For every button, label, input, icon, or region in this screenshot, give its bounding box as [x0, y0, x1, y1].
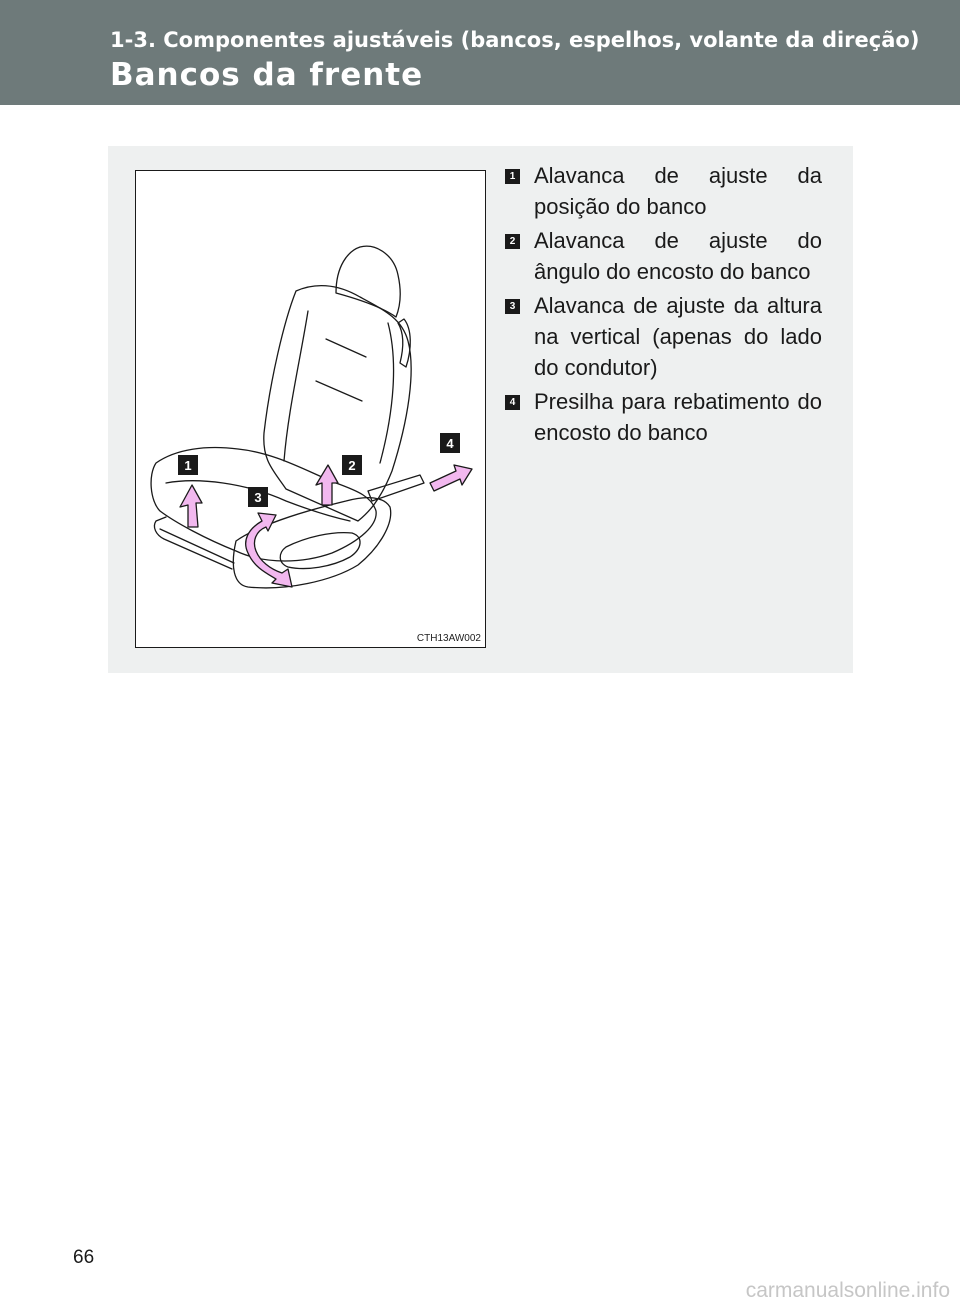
page-number: 66	[73, 1247, 95, 1268]
number-badge: 1	[505, 169, 520, 184]
arrow-2	[316, 465, 338, 505]
callout-badges	[178, 433, 460, 507]
headrest-outline	[336, 246, 400, 317]
seat-drawing	[136, 171, 486, 648]
callout-legend	[505, 160, 822, 451]
number-badge: 4	[505, 395, 520, 410]
arrow-3	[246, 513, 292, 587]
arrow-4	[430, 465, 472, 491]
legend-item	[505, 290, 822, 383]
section-title: 1-3. Componentes ajustáveis (bancos, espelhos, volante da direção)	[110, 28, 920, 52]
seatback-side-bolster	[380, 323, 394, 463]
page-title: Bancos da frente	[110, 57, 424, 93]
callout-label-2: 2	[348, 458, 356, 473]
seat-illustration	[135, 170, 486, 648]
seatback-seam-2	[316, 381, 362, 401]
legend-text: Alavanca de ajuste do ângulo do encosto do banco	[534, 228, 822, 284]
number-badge: 2	[505, 234, 520, 249]
watermark: carmanualsonline.info	[745, 1279, 950, 1302]
callout-label-3: 3	[254, 490, 262, 505]
number-badge: 3	[505, 299, 520, 314]
seatback-outline	[264, 286, 411, 521]
legend-text: Alavanca de ajuste da altura na vertical (apenas do lado do condutor)	[534, 293, 822, 380]
side-trim-panel	[233, 498, 390, 588]
legend-text: Alavanca de ajuste da posição do banco	[534, 163, 822, 219]
legend-item	[505, 225, 822, 287]
seatback-seam-1	[326, 339, 366, 357]
legend-item	[505, 386, 822, 448]
callout-label-1: 1	[184, 458, 192, 473]
callout-label-4: 4	[446, 436, 454, 451]
seatback-inner-seam	[284, 311, 308, 461]
page-header	[0, 0, 960, 105]
legend-text: Presilha para rebatimento do encosto do banco	[534, 389, 822, 445]
legend-item	[505, 160, 822, 222]
lever-pocket	[280, 533, 360, 569]
recline-lever	[368, 475, 424, 501]
figure-code: CTH13AW002	[416, 633, 481, 644]
content-box	[108, 146, 853, 673]
arrow-1	[180, 485, 202, 527]
